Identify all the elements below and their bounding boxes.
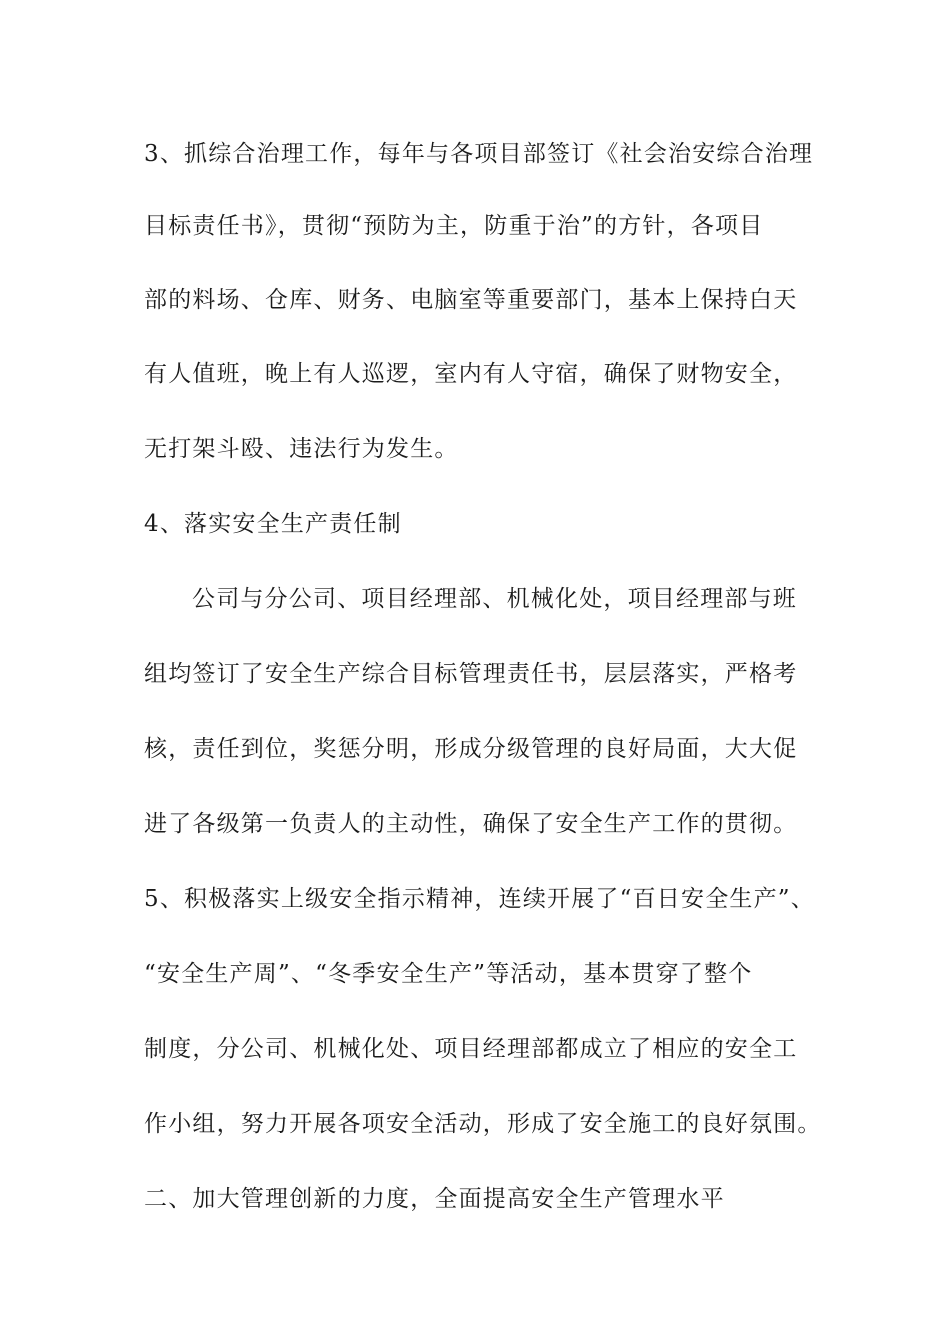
paragraph-3-line-5: 无打架斗殴、违法行为发生。 [144, 436, 459, 462]
paragraph-4-line-2: 组均签订了安全生产综合目标管理责任书，层层落实，严格考 [144, 661, 798, 687]
paragraph-3-line-1: 3、抓综合治理工作，每年与各项目部签订《社会治安综合治理 [144, 141, 814, 167]
paragraph-4-line-4: 进了各级第一负责人的主动性，确保了安全生产工作的贯彻。 [144, 811, 798, 837]
paragraph-5-line-4: 作小组，努力开展各项安全活动，形成了安全施工的良好氛围。 [144, 1111, 822, 1137]
paragraph-5-line-3: 制度，分公司、机械化处、项目经理部都成立了相应的安全工 [144, 1036, 798, 1062]
paragraph-3-line-2: 目标责任书》，贯彻“预防为主，防重于治”的方针，各项目 [144, 213, 764, 239]
section-4-heading: 4、落实安全生产责任制 [144, 511, 402, 537]
paragraph-3-line-3: 部的料场、仓库、财务、电脑室等重要部门，基本上保持白天 [144, 287, 798, 313]
paragraph-5-line-2: “安全生产周”、“冬季安全生产”等活动，基本贯穿了整个 [144, 961, 753, 987]
paragraph-4-line-1: 公司与分公司、项目经理部、机械化处，项目经理部与班 [192, 586, 797, 612]
section-2-heading: 二、加大管理创新的力度，全面提高安全生产管理水平 [144, 1186, 725, 1212]
paragraph-5-line-1: 5、积极落实上级安全指示精神，连续开展了“百日安全生产”、 [144, 886, 815, 912]
paragraph-4-line-3: 核，责任到位，奖惩分明，形成分级管理的良好局面，大大促 [144, 736, 798, 762]
paragraph-3-line-4: 有人值班，晚上有人巡逻，室内有人守宿，确保了财物安全， [144, 361, 798, 387]
